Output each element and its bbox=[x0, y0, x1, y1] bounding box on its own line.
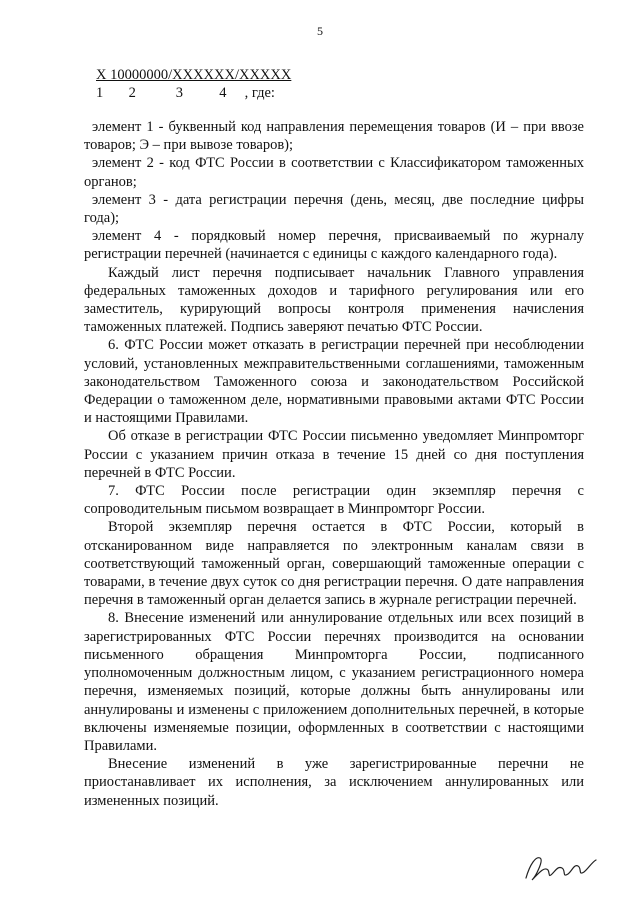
paragraph-p7: Внесение изменений в уже зарегистрированные перечни не приостанавливает их исполнения, за исключением аннулированных или измененных позиций. bbox=[84, 756, 584, 809]
paragraph-el4: элемент 4 - порядковый номер перечня, присваиваемый по журналу регистрации перечней (начинается с единицы с каждого календарного года). bbox=[84, 228, 584, 263]
paragraph-p3: Об отказе в регистрации ФТС России письменно уведомляет Минпромторг России с указанием причин отказа в течение 15 дней со дня поступления перечней в ФТС России. bbox=[84, 428, 584, 481]
paragraph-el3: элемент 3 - дата регистрации перечня (день, месяц, две последние цифры года); bbox=[84, 191, 584, 227]
paragraph-p4: 7. ФТС России после регистрации один экземпляр перечня с сопроводительным письмом возвращает в Минпромторг России. bbox=[84, 483, 584, 518]
number-format-line: Х 10000000/XXXXXX/XXXXX bbox=[96, 67, 292, 83]
paragraph-p2: 6. ФТС России может отказать в регистрации перечней при несоблюдении условий, установленных межправительственными соглашениями, таможенным законодательством Таможенного союза и законодательством Российской Федерации о таможенном деле, нормативными правовыми актами ФТС России и настоящими Правилами. bbox=[84, 337, 584, 427]
paragraph-p6: 8. Внесение изменений или аннулирование отдельных или всех позиций в зарегистрированных ФТС России перечнях производится на основании письменного обращения Минпромторга России, подписанного уполномоченным должностным лицом, с указанием регистрационного номера перечня, изменяемых позиций, которые должны быть аннулированы или аннулированы и изменены с приложением дополнительных перечней, в которые включены изменяемые позиции, оформленных в соответствии с настоящими Правилами. bbox=[84, 610, 584, 754]
handwritten-signature bbox=[522, 850, 600, 886]
number-format-element-indices: 1 2 3 4 , где: bbox=[96, 85, 275, 101]
number-format-code bbox=[96, 66, 291, 84]
document-body bbox=[84, 118, 584, 810]
paragraph-p5: Второй экземпляр перечня остается в ФТС России, который в отсканированном виде направляется по электронным каналам связи в соответствующий таможенный орган, совершающий таможенные операции с товарами, в течение двух суток со дня регистрации перечня. О дате направления перечня в таможенный орган делается запись в журнале регистрации перечней. bbox=[84, 519, 584, 609]
paragraph-el2: элемент 2 - код ФТС России в соответствии с Классификатором таможенных органов; bbox=[84, 155, 584, 190]
paragraph-p1: Каждый лист перечня подписывает начальник Главного управления федеральных таможенных доходов и тарифного регулирования или его заместитель, курирующий вопросы контроля применения начисления таможенных платежей. Подпись заверяют печатью ФТС России. bbox=[84, 264, 584, 336]
paragraph-el1: элемент 1 - буквенный код направления перемещения товаров (И – при ввозе товаров; Э – при вывозе товаров); bbox=[84, 119, 584, 154]
page-number: 5 bbox=[317, 24, 323, 38]
